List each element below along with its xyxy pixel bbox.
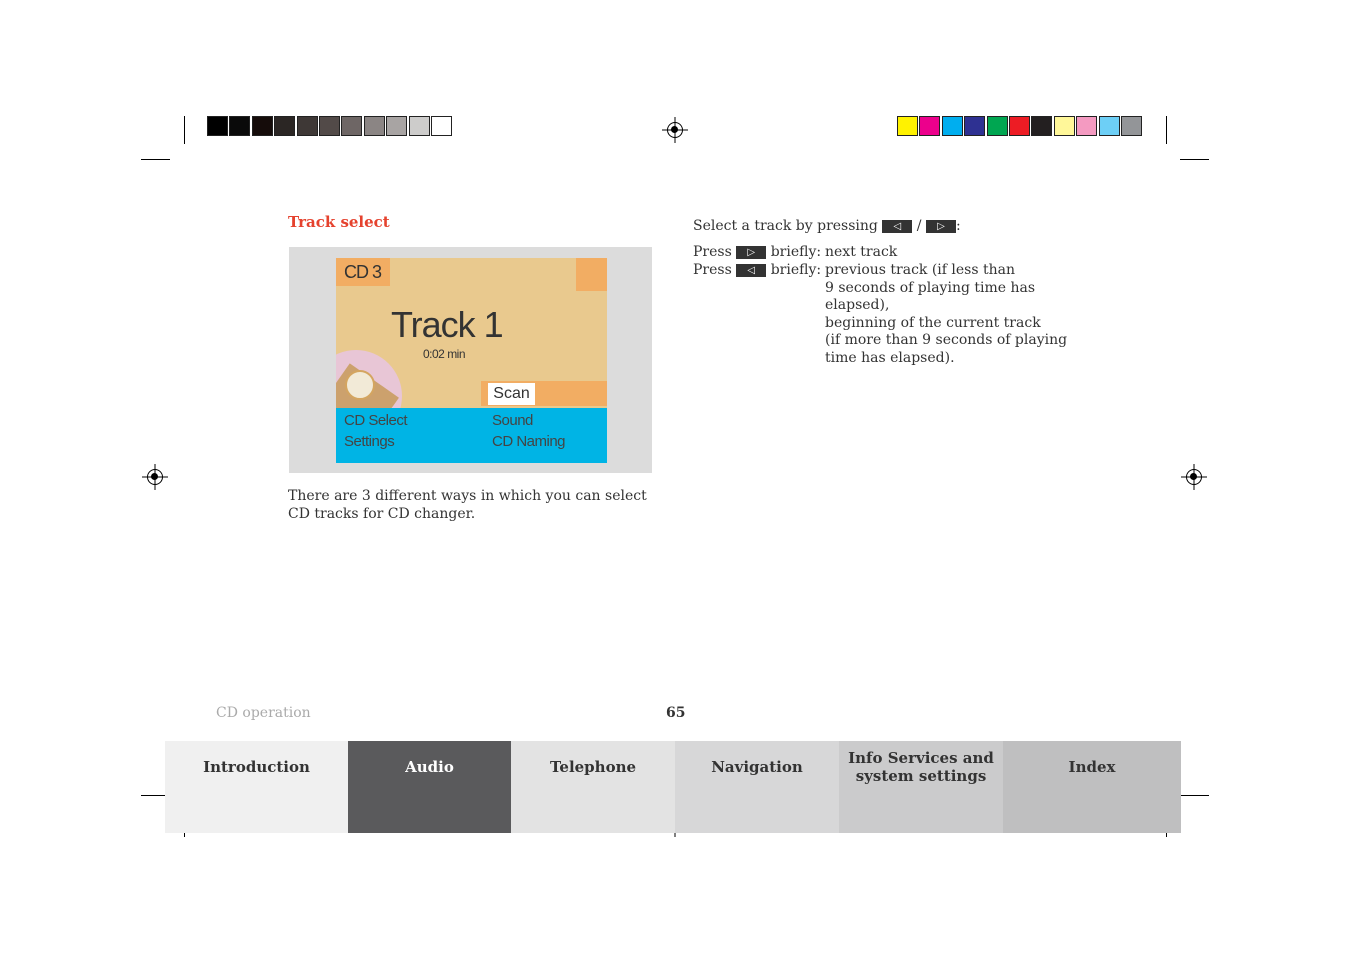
figure-caption: There are 3 different ways in which you can select CD tracks for CD changer.	[288, 488, 647, 522]
calibration-swatch	[1009, 116, 1030, 136]
prev-line: beginning of the current track	[825, 314, 1041, 331]
prev-line: previous track (if less than	[825, 262, 1016, 278]
track-title: Track 1	[391, 304, 503, 345]
calibration-swatch	[964, 116, 985, 136]
play-time: 0:02 min	[423, 347, 466, 361]
prev-track-result	[825, 262, 1067, 367]
skip-next-icon: ▷	[736, 246, 766, 259]
calibration-swatch	[431, 116, 452, 136]
prev-line: (if more than 9 seconds of playing	[825, 332, 1068, 348]
key-separator: /	[916, 218, 922, 234]
cd-display-screen	[336, 258, 607, 463]
tab-info-services[interactable]: Info Services and system settings	[839, 741, 1003, 833]
intro-text: Select a track by pressing	[693, 218, 878, 234]
press-next-label	[693, 244, 821, 260]
prev-line: elapsed),	[825, 297, 890, 313]
scan-button[interactable]: Scan	[488, 383, 535, 405]
calibration-swatch	[1121, 116, 1142, 136]
calibration-swatch	[897, 116, 918, 136]
calibration-swatch	[364, 116, 385, 136]
skip-prev-icon: ◁	[882, 220, 912, 233]
calibration-swatch	[1076, 116, 1097, 136]
briefly-word: briefly:	[770, 244, 822, 260]
next-track-result: next track	[825, 244, 898, 260]
skip-next-icon: ▷	[926, 220, 956, 233]
menu-item-cd-naming[interactable]: CD Naming	[492, 433, 566, 450]
prev-line: time has elapsed).	[825, 349, 955, 366]
registration-mark-icon	[1186, 469, 1202, 485]
calibration-swatch	[987, 116, 1008, 136]
status-corner-icon	[576, 258, 607, 291]
chapter-label: CD operation	[216, 705, 311, 721]
calibration-swatch	[942, 116, 963, 136]
page-number: 65	[666, 705, 686, 721]
registration-mark-icon	[147, 469, 163, 485]
calibration-swatch	[919, 116, 940, 136]
cd-number-label: CD 3	[336, 258, 390, 286]
menu-item-sound[interactable]: Sound	[492, 412, 533, 429]
skip-prev-icon: ◁	[736, 264, 766, 277]
calibration-swatch	[252, 116, 273, 136]
calibration-swatch	[229, 116, 250, 136]
menu-item-cd-select[interactable]: CD Select	[344, 412, 408, 429]
tab-navigation[interactable]: Navigation	[675, 741, 839, 833]
calibration-swatch	[274, 116, 295, 136]
screen-menu	[336, 408, 607, 463]
calibration-swatch	[207, 116, 228, 136]
calibration-swatch	[319, 116, 340, 136]
section-heading: Track select	[288, 213, 390, 231]
tab-index[interactable]: Index	[1003, 741, 1181, 833]
calibration-swatch	[1031, 116, 1052, 136]
instruction-intro	[693, 218, 961, 234]
calibration-swatch	[409, 116, 430, 136]
calibration-swatch	[297, 116, 318, 136]
calibration-swatch	[1099, 116, 1120, 136]
prev-line: 9 seconds of playing time has	[825, 279, 1036, 296]
tab-introduction[interactable]: Introduction	[165, 741, 348, 833]
registration-mark-icon	[667, 122, 683, 138]
intro-colon: :	[955, 218, 961, 234]
press-word: Press	[693, 244, 732, 260]
tab-telephone[interactable]: Telephone	[511, 741, 675, 833]
calibration-swatch	[341, 116, 362, 136]
calibration-swatch	[386, 116, 407, 136]
calibration-swatch	[1054, 116, 1075, 136]
tab-audio[interactable]: Audio	[348, 741, 511, 833]
press-prev-label	[693, 262, 821, 278]
briefly-word: briefly:	[770, 262, 822, 278]
press-word: Press	[693, 262, 732, 278]
cd-disc-hole	[345, 370, 375, 400]
menu-item-settings[interactable]: Settings	[344, 433, 395, 450]
